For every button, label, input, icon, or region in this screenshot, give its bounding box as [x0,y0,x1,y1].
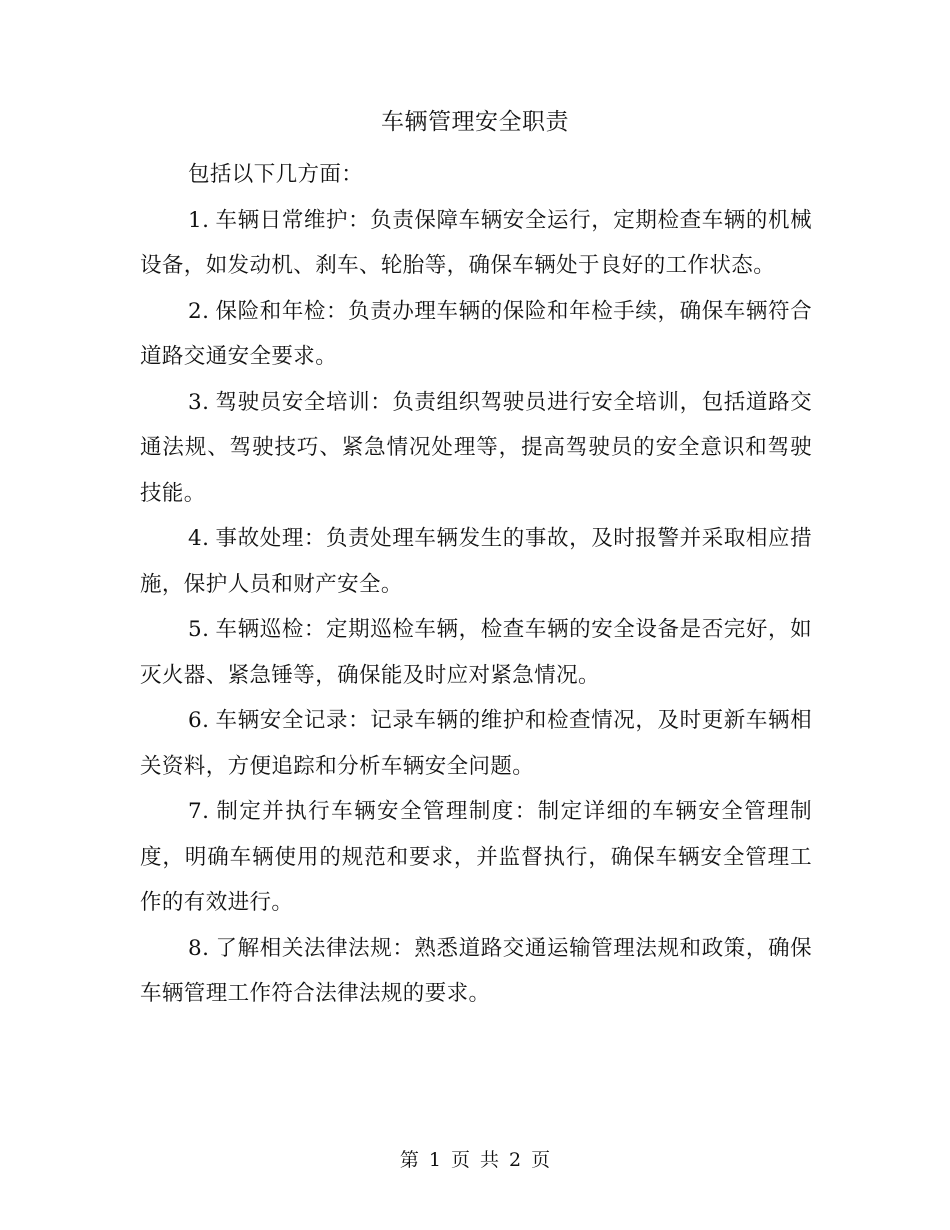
list-item-text: 车辆巡检：定期巡检车辆，检查车辆的安全设备是否完好，如灭火器、紧急锤等，确保能及时应对紧急情况。 [140,617,812,688]
list-item-number: 7. [188,799,210,824]
list-item-text: 保险和年检：负责办理车辆的保险和年检手续，确保车辆符合道路交通安全要求。 [140,298,812,369]
page-number-footer: 第 1 页 共 2 页 [399,1149,551,1171]
list-item-number: 5. [188,617,210,642]
document-body [140,152,812,1017]
list-item-3 [140,380,812,517]
list-item-text: 车辆安全记录：记录车辆的维护和检查情况，及时更新车辆相关资料，方便追踪和分析车辆安全问题。 [140,708,812,779]
intro-paragraph: 包括以下几方面： [188,162,364,187]
list-item-number: 6. [188,708,210,733]
list-item-number: 4. [188,526,210,551]
list-item-number: 3. [188,389,210,415]
list-item-text: 车辆日常维护：负责保障车辆安全运行，定期检查车辆的机械设备，如发动机、刹车、轮胎等，确保车辆处于良好的工作状态。 [140,207,812,278]
list-item-7 [140,789,812,926]
list-item-6 [140,698,812,789]
list-item-text: 了解相关法律法规：熟悉道路交通运输管理法规和政策，确保车辆管理工作符合法律法规的要求。 [140,935,812,1006]
list-item-text: 事故处理：负责处理车辆发生的事故，及时报警并采取相应措施，保护人员和财产安全。 [140,526,812,597]
list-item-text: 制定并执行车辆安全管理制度：制定详细的车辆安全管理制度，明确车辆使用的规范和要求，并监督执行，确保车辆安全管理工作的有效进行。 [140,799,812,915]
list-item-number: 8. [188,935,210,961]
list-item-text: 驾驶员安全培训：负责组织驾驶员进行安全培训，包括道路交通法规、驾驶技巧、紧急情况处理等，提高驾驶员的安全意识和驾驶技能。 [140,389,812,506]
document-title: 车辆管理安全职责 [381,109,569,135]
list-item-8 [140,926,812,1017]
list-item-4 [140,516,812,607]
list-item-number: 2. [188,298,210,324]
list-item-5 [140,607,812,698]
list-item-1 [140,198,812,289]
list-item-number: 1. [188,207,210,233]
list-item-2 [140,289,812,380]
